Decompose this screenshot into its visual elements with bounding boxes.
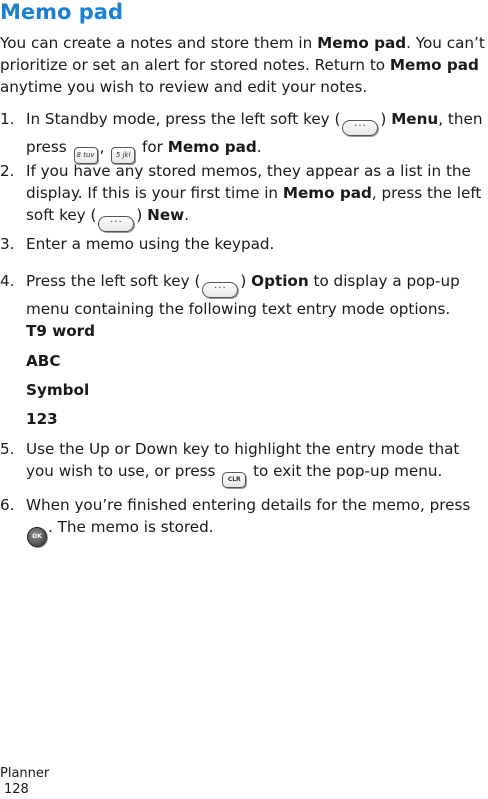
left-soft-key-icon: ··· [202, 282, 238, 298]
step-text: to display a pop-up menu containing the following text entry mode options. [26, 272, 460, 318]
intro-text: You can create a notes and store them in [0, 34, 318, 52]
step-body [26, 438, 488, 488]
step-text: , [99, 138, 110, 156]
step-text: Use the Up or Down key to highlight the entry mode that you wish to use, or press [26, 440, 460, 480]
step-text: In Standby mode, press the left soft key ( [26, 110, 341, 128]
step-number: 5. [0, 440, 15, 458]
step-bold: Option [251, 272, 309, 290]
step-text: Press the left soft key ( [26, 272, 201, 290]
intro-text: . You can’t prioritize or set an alert for stored notes. Return to [0, 34, 485, 74]
intro-paragraph [0, 32, 486, 98]
option-symbol: Symbol [26, 381, 90, 399]
step-3 [0, 233, 488, 255]
step-text: to exit the pop-up menu. [248, 462, 443, 480]
step-bold: Memo pad [167, 138, 257, 156]
step-text: Enter a memo using the keypad. [26, 235, 275, 253]
step-body [26, 494, 488, 547]
step-number: 3. [0, 235, 15, 253]
option-abc: ABC [26, 352, 61, 370]
step-body [26, 160, 488, 232]
step-text: ) [240, 272, 252, 290]
step-body [26, 108, 488, 164]
left-soft-key-icon: ··· [342, 120, 378, 136]
step-text: ) [136, 206, 148, 224]
step-6 [0, 494, 488, 547]
step-number: 1. [0, 110, 15, 128]
step-number: 6. [0, 496, 15, 514]
step-bold: Menu [391, 110, 439, 128]
step-number: 2. [0, 162, 15, 180]
step-text: , press the left soft key ( [26, 184, 482, 224]
page-footer [0, 766, 49, 798]
key-8-icon: 8 tuv [74, 147, 98, 164]
step-5 [0, 438, 488, 488]
step-body [26, 270, 488, 320]
option-t9-word: T9 word [26, 322, 96, 340]
page-title: Memo pad [0, 0, 123, 24]
step-2 [0, 160, 488, 232]
step-text: . The memo is stored. [48, 518, 214, 536]
page-number: 128 [4, 782, 29, 797]
step-text: If you have any stored memos, they appear as a list in the display. If this is your first time in [26, 162, 471, 202]
key-5-icon: 5 jkl [111, 147, 135, 164]
step-body [26, 233, 488, 255]
step-text: When you’re finished entering details for the memo, press [26, 496, 471, 514]
intro-bold-memo-pad: Memo pad [389, 56, 479, 74]
footer-section-name: Planner [0, 766, 50, 781]
step-bold: New [147, 206, 185, 224]
ok-key-icon: OK [27, 527, 47, 547]
step-text: ) [380, 110, 392, 128]
intro-bold-memo-pad: Memo pad [317, 34, 407, 52]
left-soft-key-icon: ··· [98, 216, 134, 232]
step-text: for [137, 138, 168, 156]
step-text: . [256, 138, 262, 156]
clear-key-icon: CLR [222, 472, 246, 488]
step-bold: Memo pad [282, 184, 372, 202]
intro-text: anytime you wish to review and edit your notes. [0, 78, 368, 96]
step-text: . [184, 206, 190, 224]
step-number: 4. [0, 272, 15, 290]
option-123: 123 [26, 410, 58, 428]
step-1 [0, 108, 488, 164]
step-4 [0, 270, 488, 320]
step-text: , then press [26, 110, 483, 156]
